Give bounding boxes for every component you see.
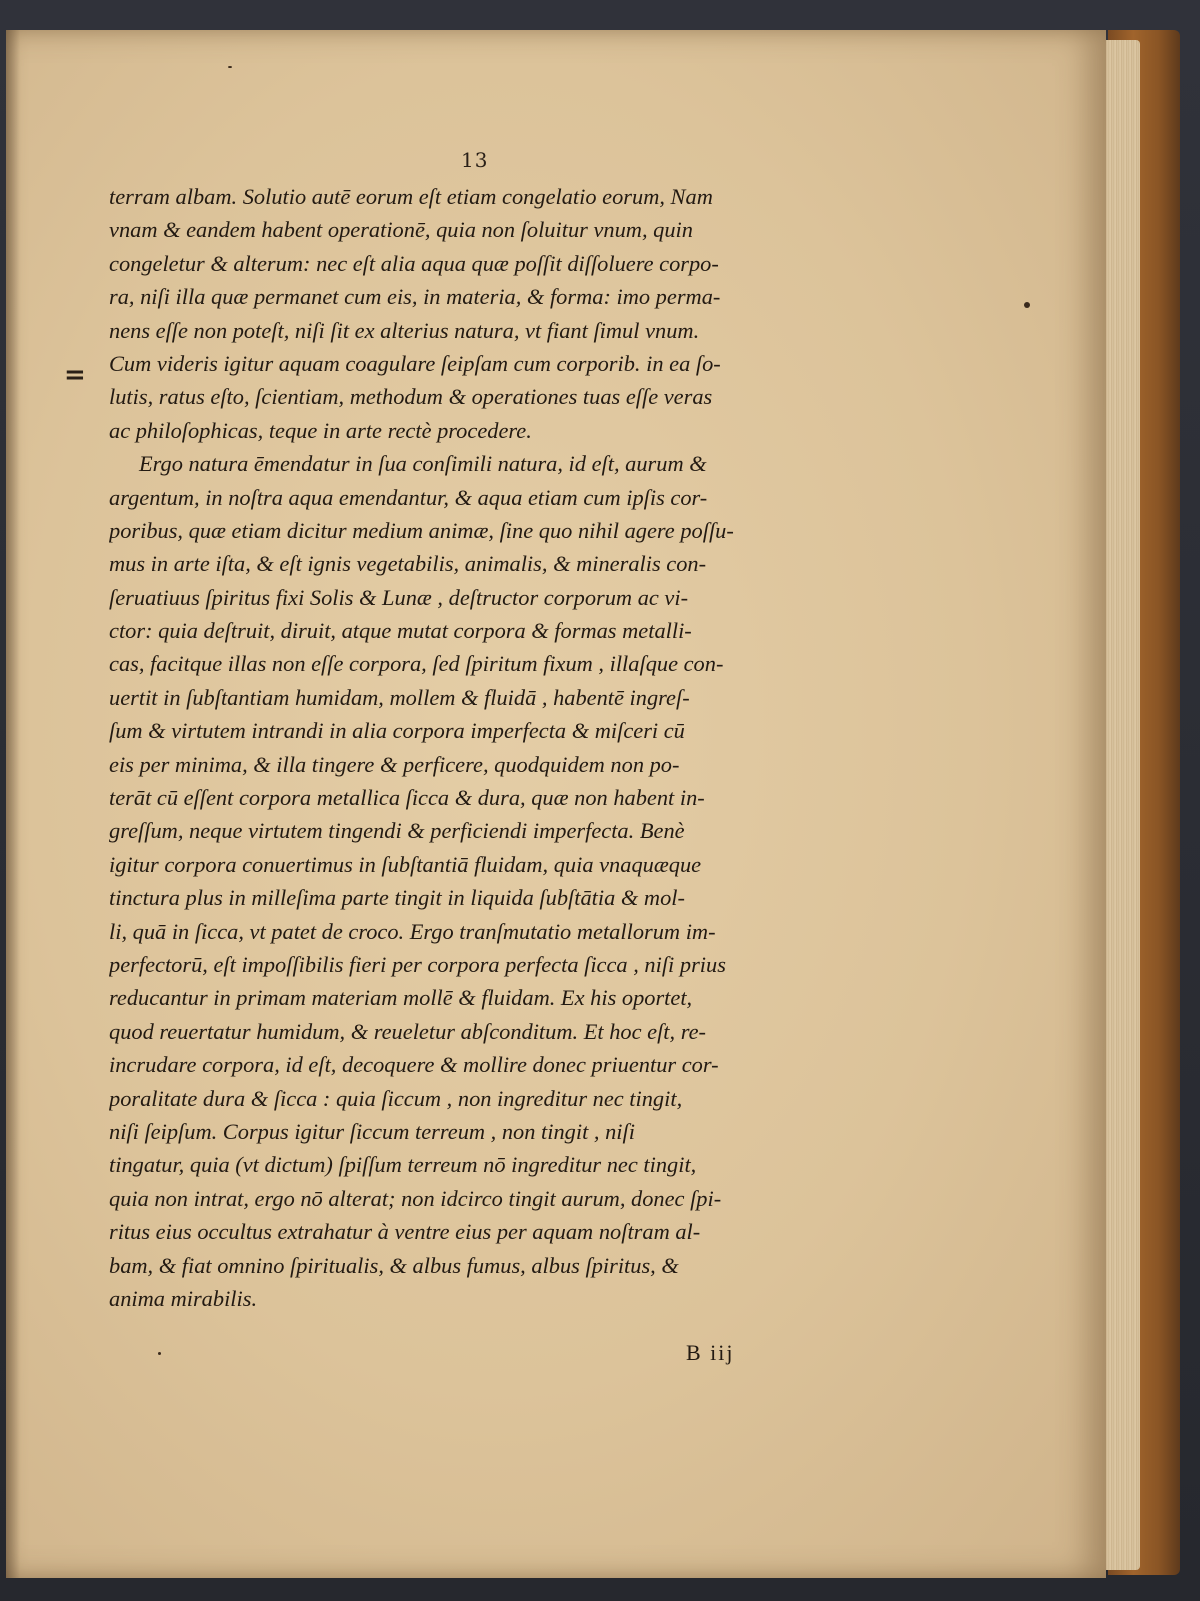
margin-mark: = — [64, 360, 86, 390]
text-line: ctor: quia deſtruit, diruit, atque mutat corpora & formas metalli- — [109, 618, 692, 644]
text-line: Cum videris igitur aquam coagulare ſeipſam cum corporib. in ea ſo- — [109, 350, 721, 376]
text-line: quod reuertatur humidum, & reueletur abſconditum. Et hoc eſt, re- — [109, 1018, 706, 1044]
text-line: perfectorū, eſt impoſſibilis fieri per corpora perfecta ſicca , niſi prius — [109, 951, 726, 977]
text-line: ſum & virtutem intrandi in alia corpora imperfecta & miſceri cū — [109, 718, 685, 744]
text-line: nens eſſe non poteſt, niſi ſit ex alterius natura, vt fiant ſimul vnum. — [109, 317, 700, 343]
text-line: igitur corpora conuertimus in ſubſtantiā fluidam, quia vnaquæque — [109, 851, 702, 877]
text-line: vnam & eandem habent operationē, quia non ſoluitur vnum, quin — [109, 217, 693, 243]
text-line: tinctura plus in milleſima parte tingit in liquida ſubſtātia & mol- — [109, 885, 685, 911]
text-line: quia non intrat, ergo nō alterat; non idcirco tingit aurum, donec ſpi- — [109, 1185, 722, 1211]
text-line: ra, niſi illa quæ permanet cum eis, in materia, & forma: imo perma- — [109, 284, 721, 310]
gutter-shadow — [6, 30, 20, 1578]
text-line: li, quā in ſicca, vt patet de croco. Ergo tranſmutatio metallorum im- — [109, 918, 716, 944]
text-line: Ergo natura ēmendatur in ſua conſimili natura, id eſt, aurum & — [139, 451, 707, 477]
paper-speck — [158, 1352, 161, 1355]
text-line: argentum, in noſtra aqua emendantur, & aqua etiam cum ipſis cor- — [109, 484, 708, 510]
text-line: terram albam. Solutio autē eorum eſt etiam congelatio eorum, Nam — [109, 184, 713, 209]
text-line: cas, facitque illas non eſſe corpora, ſed ſpiritum fixum , illaſque con- — [109, 651, 724, 677]
text-line: greſſum, neque virtutem tingendi & perficiendi imperfecta. Benè — [109, 818, 685, 844]
text-line: ritus eius occultus extrahatur à ventre eius per aquam noſtram al- — [109, 1219, 701, 1245]
text-line: ac philoſophicas, teque in arte rectè procedere. — [109, 417, 532, 443]
text-line: mus in arte iſta, & eſt ignis vegetabilis, animalis, & mineralis con- — [109, 551, 707, 577]
text-line: lutis, ratus eſto, ſcientiam, methodum & operationes tuas eſſe veras — [109, 384, 713, 410]
signature-mark: B iij — [686, 1340, 735, 1365]
text-line: eis per minima, & illa tingere & perficere, quodquidem non po- — [109, 751, 680, 777]
text-line: niſi ſeipſum. Corpus igitur ſiccum terreum , non tingit , niſi — [109, 1118, 635, 1144]
text-line: poralitate dura & ſicca : quia ſiccum , non ingreditur nec tingit, — [109, 1085, 683, 1111]
paper-speck — [1024, 302, 1030, 308]
text-line: uertit in ſubſtantiam humidam, mollem & fluidā , habentē ingreſ- — [109, 684, 690, 710]
book-page — [6, 30, 1106, 1578]
text-line: tingatur, quia (vt dictum) ſpiſſum terreum nō ingreditur nec tingit, — [109, 1152, 697, 1178]
text-line: terāt cū eſſent corpora metallica ſicca & dura, quæ non habent in- — [109, 785, 705, 811]
text-line: poribus, quæ etiam dicitur medium animæ, ſine quo nihil agere poſſu- — [109, 517, 734, 543]
paper-speck — [228, 66, 232, 68]
page-number: 13 — [461, 148, 489, 172]
text-line: congeletur & alterum: nec eſt alia aqua quæ poſſit diſſoluere corpo- — [109, 250, 719, 276]
text-line: reducantur in primam materiam mollē & fluidam. Ex his oportet, — [109, 985, 693, 1011]
text-line: ſeruatiuus ſpiritus fixi Solis & Lunæ , deſtructor corporum ac vi- — [109, 584, 689, 610]
text-line: incrudare corpora, id eſt, decoquere & mollire donec priuentur cor- — [109, 1052, 719, 1078]
text-line: anima mirabilis. — [109, 1285, 258, 1311]
text-block — [109, 180, 869, 1315]
text-line: bam, & fiat omnino ſpiritualis, & albus fumus, albus ſpiritus, & — [109, 1252, 679, 1278]
